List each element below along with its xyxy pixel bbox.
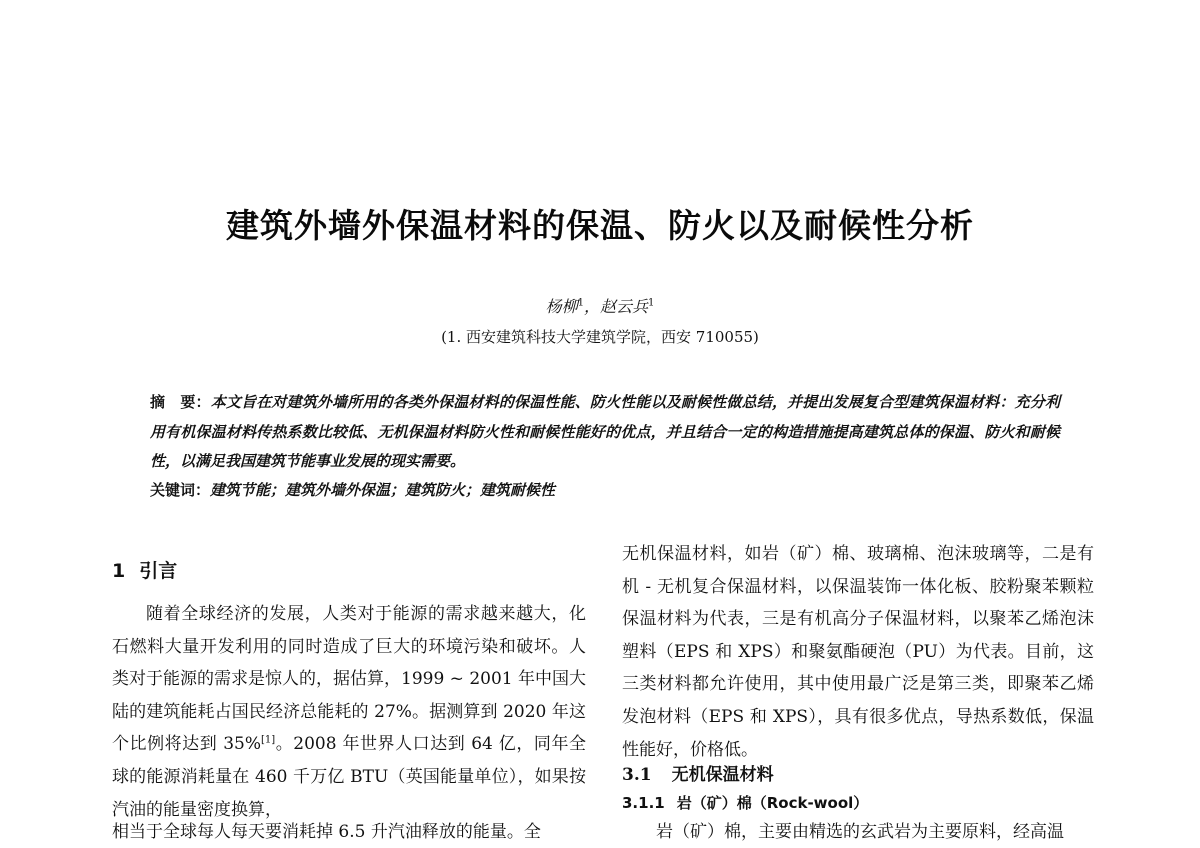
citation-ref: [1] [261, 734, 276, 746]
intro-paragraph [112, 598, 586, 826]
keywords [150, 479, 1060, 500]
author-line [0, 294, 1200, 317]
author-affil-marker: 1 [577, 297, 584, 309]
section-title: 引言 [139, 560, 178, 582]
keywords-label: 关键词： [150, 481, 211, 499]
affiliation: (1. 西安建筑科技大学建筑学院，西安 710055) [441, 328, 759, 346]
left-column [112, 598, 586, 826]
abstract-text: 本文旨在对建筑外墙所用的各类外保温材料的保温性能、防火性能以及耐候性做总结，并提出发展复合型建筑保温材料：充分利用有机保温材料传热系数比较低、无机保温材料防火性和耐候性能好的优点，并且结合一定的构造措施提高建筑总体的保温、防火和耐候性，以满足我国建筑节能事业发展的现实需要。 [150, 393, 1060, 470]
subsubsection-heading [622, 792, 868, 813]
abstract [150, 388, 1060, 477]
materials-paragraph: 无机保温材料，如岩（矿）棉、玻璃棉、泡沫玻璃等，二是有机 - 无机复合保温材料，以保温装饰一体化板、胶粉聚苯颗粒保温材料为代表，三是有机高分子保温材料，以聚苯乙烯泡沫塑料（EPS 和 XPS）和聚氨酯硬泡（PU）为代表。目前，这三类材料都允许使用，其中使用最广泛是第三类，即聚苯乙烯发泡材料（EPS 和 XPS），具有很多优点，导热系数低，保温性能好，价格低。 [622, 544, 1094, 760]
section-number: 1 [112, 560, 126, 582]
right-column [622, 538, 1094, 766]
cut-off-line-right: 岩（矿）棉，主要由精选的玄武岩为主要原料，经高温 [622, 822, 1064, 842]
subsubsection-title: 岩（矿）棉（Rock-wool） [676, 794, 869, 812]
author-name: 杨柳 [545, 297, 578, 316]
section-heading [112, 556, 177, 583]
intro-text-part2: 。2008 年世界人口达到 64 亿，同年全球的能源消耗量在 460 千万亿 BTU（英国能量单位），如果按汽油的能量密度换算， [112, 734, 586, 820]
subsection-heading [622, 760, 774, 785]
author-name: 赵云兵 [600, 297, 649, 316]
keywords-text: 建筑节能；建筑外墙外保温；建筑防火；建筑耐候性 [210, 481, 556, 499]
cut-off-line-left: 相当于全球每人每天要消耗掉 6.5 升汽油释放的能量。全 [112, 822, 541, 842]
author-affil-marker: 1 [648, 297, 655, 309]
subsubsection-number: 3.1.1 [622, 794, 665, 812]
abstract-label: 摘 要： [150, 393, 211, 411]
intro-text-part1: 随着全球经济的发展，人类对于能源的需求越来越大，化石燃料大量开发利用的同时造成了巨大的环境污染和破坏。人类对于能源的需求是惊人的，据估算，1999 ~ 2001 年中国大陆的建筑能耗占国民经济总能耗的 27%。据测算到 2020 年这个比例将达到 35% [112, 604, 586, 755]
paper-title: 建筑外墙外保温材料的保温、防火以及耐候性分析 [226, 206, 974, 245]
author-separator: ， [583, 297, 600, 316]
subsection-title: 无机保温材料 [671, 765, 774, 785]
subsection-number: 3.1 [622, 765, 652, 785]
